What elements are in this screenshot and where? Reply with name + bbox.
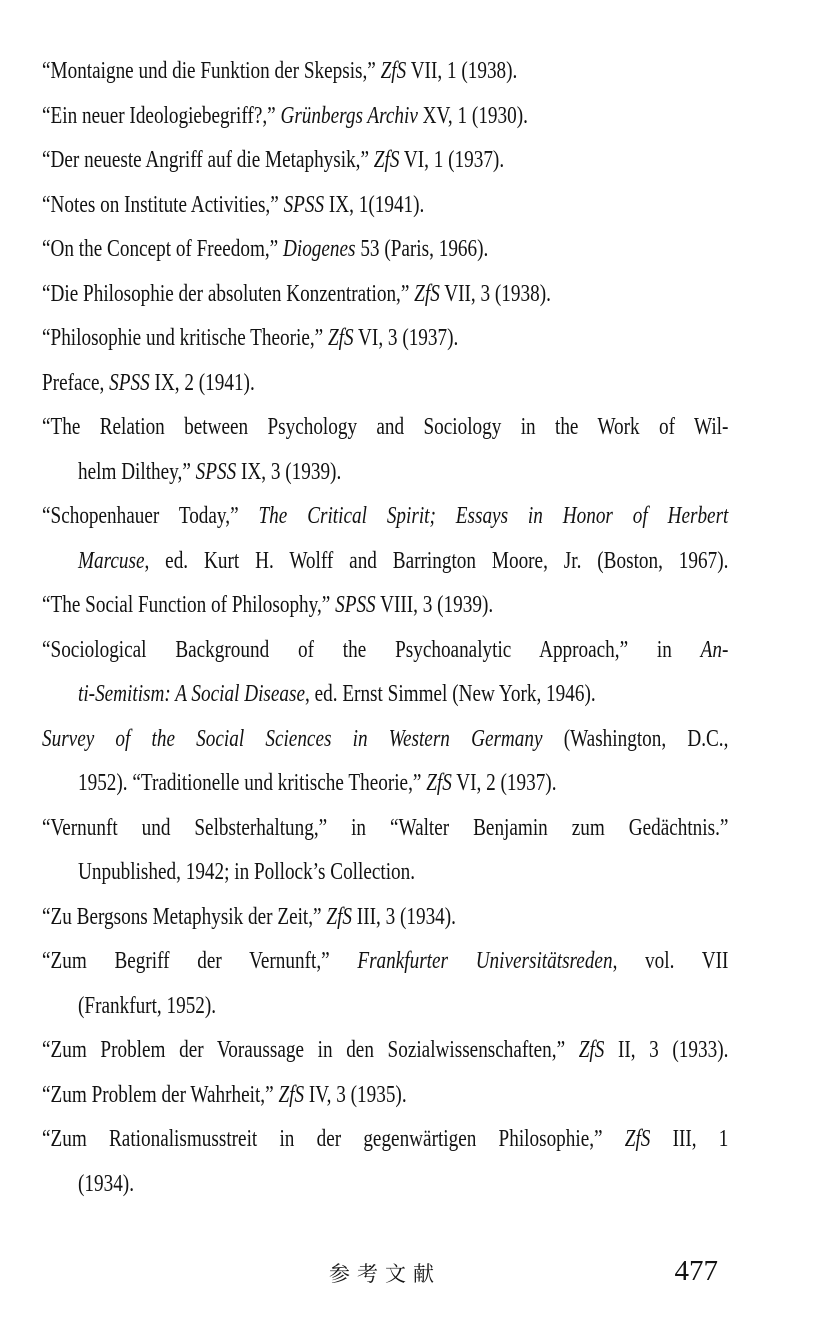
bib-run: VI, 2 (1937). [451, 770, 557, 796]
bib-run: Preface, [42, 369, 110, 396]
bib-run: “Der neueste Angriff auf die Metaphysik,” [42, 147, 374, 173]
bib-line [42, 183, 728, 228]
bib-line [42, 939, 728, 984]
bib-line [42, 138, 728, 183]
bib-line [42, 494, 728, 539]
bib-line [42, 583, 728, 628]
bib-run: III, 3 (1934). [352, 903, 456, 930]
bib-run: “On the Concept of Freedom,” [42, 236, 283, 262]
bib-run-italic: Grünbergs Archiv [280, 102, 418, 129]
bib-run: “Montaigne und die Funktion der Skepsis,” [42, 58, 381, 84]
bib-run: XV, 1 (1930). [417, 102, 528, 129]
bib-line [42, 539, 728, 584]
bib-run: (1934). [78, 1170, 134, 1197]
bib-run: 53 (Paris, 1966). [355, 236, 489, 262]
bib-run-italic: Survey of the Social Sciences in Western Germany [42, 725, 543, 752]
bib-run-italic: SPSS [335, 592, 376, 618]
bib-run: “Ein neuer Ideologiebegriff?,” [42, 102, 281, 129]
bib-run-italic: The Critical Spirit; Essays in Honor of Herbert [258, 503, 729, 529]
bib-line [42, 272, 728, 317]
bib-run: 1952). “Traditionelle und kritische Theorie,” [78, 770, 427, 796]
bib-run: “The Social Function of Philosophy,” [42, 592, 336, 618]
bibliography-section [42, 49, 728, 1206]
bib-line [42, 1117, 728, 1162]
bib-run: “Notes on Institute Activities,” [42, 191, 284, 218]
bibliography-list [42, 49, 728, 1206]
bib-run-italic: ZfS [578, 1037, 605, 1063]
bib-run: “Zu Bergsons Metaphysik der Zeit,” [42, 903, 327, 930]
bib-line [42, 94, 728, 139]
bib-run: “Vernunft und Selbsterhaltung,” in “Walter Benjamin zum Gedächtnis.” [42, 814, 729, 841]
page-number: 477 [674, 1255, 718, 1287]
bib-run-italic: ZfS [380, 58, 407, 84]
bib-run: (Frankfurt, 1952). [78, 992, 217, 1019]
bib-line [42, 761, 728, 806]
bib-run: “Zum Problem der Voraussage in den Sozialwissenschaften,” [42, 1037, 579, 1063]
bib-run: “Die Philosophie der absoluten Konzentration,” [42, 280, 415, 307]
bib-run: VII, 1 (1938). [406, 58, 518, 84]
bib-run: VII, 3 (1938). [439, 280, 551, 307]
bib-line [42, 628, 728, 673]
bib-line [42, 49, 728, 94]
bib-run: IX, 2 (1941). [149, 369, 255, 396]
bib-run: (Washington, D.C., [542, 725, 729, 752]
bib-run-italic: SPSS [109, 369, 150, 396]
bib-run-italic: ZfS [326, 903, 352, 930]
bib-line [42, 806, 728, 851]
bib-run: IX, 3 (1939). [236, 458, 342, 485]
bib-line [42, 1073, 728, 1118]
bib-run-italic: ZfS [426, 770, 452, 796]
bib-line [42, 984, 728, 1029]
bib-line [42, 405, 728, 450]
bib-run-italic: SPSS [283, 191, 325, 218]
bib-run-italic: Frankfurter Universitätsreden [357, 948, 613, 974]
bib-run: “Zum Problem der Wahrheit,” [42, 1081, 279, 1108]
bib-run: , ed. Kurt H. Wolff and Barrington Moore, Jr. (Boston, 1967). [144, 547, 729, 574]
bib-run: VI, 1 (1937). [399, 147, 505, 173]
bib-run: Unpublished, 1942; in Pollock’s Collection. [78, 859, 416, 885]
bib-run: helm Dilthey,” [78, 458, 196, 485]
bib-run: “Sociological Background of the Psychoanalytic Approach,” in [42, 636, 701, 663]
bib-run: “Schopenhauer Today,” [42, 503, 259, 529]
bib-run-italic: An- [700, 636, 729, 663]
bib-run-italic: Diogenes [283, 236, 356, 262]
bib-run-italic: ZfS [373, 147, 400, 173]
bib-run: , vol. VII [612, 948, 729, 974]
bib-run: “Philosophie und kritische Theorie,” [42, 325, 328, 351]
bib-run: “Zum Begriff der Vernunft,” [42, 948, 358, 974]
bib-run-italic: ZfS [624, 1126, 651, 1152]
bib-line [42, 717, 728, 762]
bib-run-italic: SPSS [195, 458, 237, 485]
footer-section-label: 参考文献 [329, 1262, 441, 1286]
bib-run-italic: ZfS [414, 280, 440, 307]
bib-line [42, 850, 728, 895]
bib-line [42, 450, 728, 495]
bib-line [42, 227, 728, 272]
bib-run: “The Relation between Psychology and Sociology in the Work of Wil- [42, 414, 729, 440]
bib-run: IX, 1(1941). [324, 191, 425, 218]
bib-run: , ed. Ernst Simmel (New York, 1946). [305, 681, 596, 707]
bib-run: II, 3 (1933). [604, 1037, 729, 1063]
bib-run: IV, 3 (1935). [304, 1081, 407, 1108]
bib-run: “Zum Rationalismusstreit in der gegenwärtigen Philosophie,” [42, 1126, 625, 1152]
bib-line [42, 1028, 728, 1073]
bib-run: VIII, 3 (1939). [375, 592, 494, 618]
bib-line [42, 361, 728, 406]
bib-line [42, 895, 728, 940]
bib-run: III, 1 [650, 1126, 729, 1152]
bib-line [42, 672, 728, 717]
bib-line [42, 1162, 728, 1207]
bib-line [42, 316, 728, 361]
bib-run-italic: ti-Semitism: A Social Disease [78, 681, 305, 707]
bib-run-italic: ZfS [278, 1081, 305, 1108]
bib-run-italic: Marcuse [78, 547, 145, 574]
bib-run: VI, 3 (1937). [353, 325, 459, 351]
bib-run-italic: ZfS [327, 325, 354, 351]
